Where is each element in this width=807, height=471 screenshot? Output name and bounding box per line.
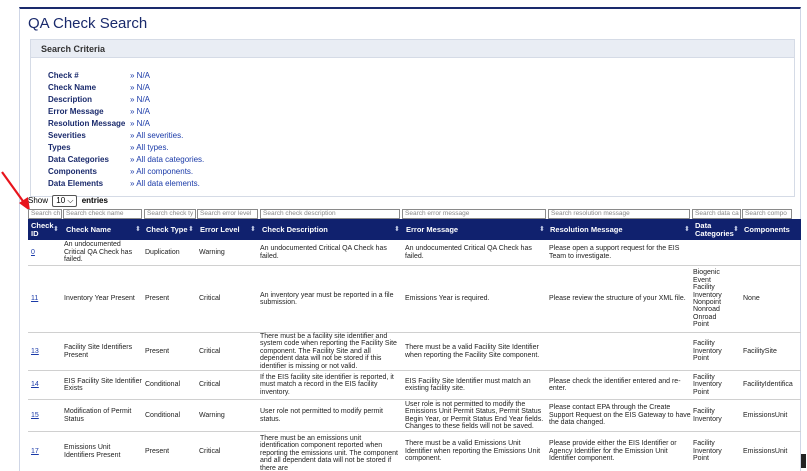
criteria-value: » N/A [130,95,151,104]
criteria-value: » N/A [130,107,151,116]
error-message-cell: User role is not permitted to modify the Emissions Unit Permit Status, Permit Status Begin Year, or Permit Status End Year fields. Changes to these fields will not be saved. [405,400,544,430]
error-message-cell: There must be a valid Emissions Unit Identifier when reporting the Emissions Unit component. [405,440,541,463]
filter-check-type-input[interactable]: Search check ty [144,209,196,219]
column-header-check-description[interactable]: Check Description [262,224,328,234]
criteria-value: » N/A [130,83,151,92]
entries-per-page-value: 10 [56,196,66,205]
filter-data-categories-input[interactable]: Search data ca [692,209,741,219]
table-row [28,371,801,400]
check-description-cell: If the EIS facility site identifier is reported, it must match a record in the EIS facility inventory. [260,373,394,396]
column-header-data-categories[interactable]: Data Categories [695,220,734,238]
resolution-message-cell: Please open a support request for the EIS Team to investigate. [549,245,680,260]
criteria-value: » N/A [130,119,151,128]
column-header-error-message[interactable]: Error Message [406,224,459,234]
components-cell: EmissionsUnit [743,411,788,419]
check-type-cell: Present [145,295,170,303]
criteria-row-check-number [48,71,150,82]
check-name-cell: Emissions Unit Identifiers Present [64,444,121,459]
column-header-resolution-message[interactable]: Resolution Message [550,224,623,234]
check-id-link[interactable]: 17 [31,447,39,455]
data-categories-cell: Facility Inventory Point [693,340,722,363]
criteria-value: » All types. [130,143,169,152]
check-description-cell: An undocumented Critical QA Check has failed. [260,245,387,260]
criteria-row-data-categories [48,155,204,166]
filter-resolution-message-input[interactable]: Search resolution message [548,209,690,219]
check-type-cell: Duplication [145,248,180,256]
resolution-message-cell: Please contact EPA through the Create Support Request on the EIS Gateway to have the data changed. [549,404,691,427]
criteria-value: » All data elements. [130,179,200,188]
check-description-cell: There must be a facility site identifier and system code when reporting the Facility Site component. The Facility Site and all dependent data will not be stored if this identifier is missing or not valid. [260,332,397,370]
criteria-label: Resolution Message [48,119,126,128]
check-id-link[interactable]: 14 [31,381,39,389]
show-entries-suffix: entries [81,196,108,205]
criteria-value: » All data categories. [130,155,205,164]
criteria-row-components [48,167,193,178]
criteria-value: » All severities. [130,131,184,140]
check-name-cell: EIS Facility Site Identifier Exists [64,377,142,392]
column-header-error-level[interactable]: Error Level [200,224,240,234]
sort-icon[interactable]: ⬍ [394,226,400,233]
error-level-cell: Warning [199,248,225,256]
page-title: QA Check Search [28,15,148,32]
check-type-cell: Conditional [145,411,181,419]
criteria-label: Check Name [48,83,97,92]
components-cell: EmissionsUnit [743,447,788,455]
criteria-label: Components [48,167,97,176]
components-cell: None [743,295,760,303]
check-name-cell: Inventory Year Present [64,295,135,303]
chevron-down-icon: ⌵ [67,196,74,205]
data-categories-cell [693,240,741,265]
filter-error-message-input[interactable]: Search error message [402,209,546,219]
show-entries-prefix: Show [28,196,49,205]
search-criteria-panel [30,39,795,197]
filter-check-description-input[interactable]: Search check description [260,209,400,219]
criteria-row-description [48,95,150,106]
error-level-cell: Warning [199,411,225,419]
check-description-cell: User role not permitted to modify permit status. [260,408,383,423]
error-message-cell: Emissions Year is required. [405,295,490,303]
data-categories-cell: Facility Inventory [693,408,722,423]
data-categories-cell: Facility Inventory Point [693,373,722,396]
error-level-cell: Critical [199,447,221,455]
check-name-cell: Facility Site Identifiers Present [64,344,133,359]
criteria-row-check-name [48,83,150,94]
check-id-link[interactable]: 13 [31,347,39,355]
error-level-cell: Critical [199,347,221,355]
check-description-cell: An inventory year must be reported in a file submission. [260,291,394,306]
data-categories-cell: Biogenic Event Facility Inventory Nonpoint Nonroad Onroad Point [693,269,722,329]
check-type-cell: Present [145,347,170,355]
column-header-check-name[interactable]: Check Name [66,224,112,234]
criteria-value: » All components. [130,167,194,176]
table-row [28,266,801,333]
sort-icon[interactable]: ⬍ [684,226,690,233]
check-name-cell: An undocumented Critical QA Check has failed. [64,241,133,264]
criteria-label: Error Message [48,107,104,116]
criteria-label: Severities [48,131,86,140]
search-criteria-heading: Search Criteria [31,40,794,58]
criteria-row-types [48,143,169,154]
resolution-message-cell: Please provide either the EIS Identifier or Agency Identifier for the Emission Unit Identifier component. [549,440,677,463]
error-message-cell: An undocumented Critical QA Check has failed. [405,245,532,260]
error-message-cell: EIS Facility Site Identifier must match an existing facility site. [405,377,531,392]
data-categories-cell: Facility Inventory Point [693,440,722,463]
table-header [28,219,801,240]
criteria-label: Data Categories [48,155,109,164]
components-cell: FacilityIdentifica [743,381,793,389]
check-id-link[interactable]: 0 [31,248,35,256]
sort-icon[interactable]: ⬍ [539,226,545,233]
show-entries-control [28,195,108,207]
filter-components-input[interactable]: Search compo [742,209,792,219]
column-header-check-id[interactable]: Check ID [31,220,54,238]
table-row [28,400,801,432]
resolution-message-cell: Please check the identifier entered and re-enter. [549,377,681,392]
resolution-message-cell: Please review the structure of your XML file. [549,295,686,303]
column-header-check-type[interactable]: Check Type [146,224,188,234]
check-type-cell: Present [145,447,170,455]
entries-per-page-select[interactable] [52,195,77,207]
sort-icon[interactable]: ⬍ [250,226,256,233]
check-description-cell: There must be an emissions unit identification component reported when reporting the emissions unit. The component and all dependent data will not be stored if there are [260,435,399,471]
criteria-row-error-message [48,107,150,118]
filter-check-id-input[interactable]: Search ch [28,209,62,219]
criteria-label: Data Elements [48,179,104,188]
components-cell [743,240,801,265]
table-row [28,240,801,266]
check-id-link[interactable]: 11 [31,295,39,303]
criteria-row-resolution-message [48,119,150,130]
criteria-label: Check # [48,71,79,80]
criteria-row-severities [48,131,183,142]
sort-icon[interactable]: ⬍ [733,226,739,233]
sort-icon[interactable]: ⬍ [188,226,194,233]
check-type-cell: Conditional [145,381,181,389]
scrollbar-thumb[interactable] [801,454,806,468]
error-level-cell: Critical [199,381,221,389]
check-id-link[interactable]: 15 [31,411,39,419]
error-message-cell: There must be a valid Facility Site Identifier when reporting the Facility Site component. [405,344,540,359]
table-row [28,333,801,371]
components-cell: FacilitySite [743,347,777,355]
criteria-label: Description [48,95,93,104]
sort-icon[interactable]: ⬍ [53,226,59,233]
check-name-cell: Modification of Permit Status [64,408,132,423]
sort-icon[interactable]: ⬍ [135,226,141,233]
error-level-cell: Critical [199,295,221,303]
criteria-label: Types [48,143,71,152]
filter-error-level-input[interactable]: Search error level [197,209,258,219]
table-row [28,432,801,471]
resolution-message-cell [549,333,689,370]
filter-check-name-input[interactable]: Search check name [63,209,142,219]
column-header-components[interactable]: Components [744,224,790,234]
criteria-value: » N/A [130,71,151,80]
criteria-row-data-elements [48,179,200,190]
